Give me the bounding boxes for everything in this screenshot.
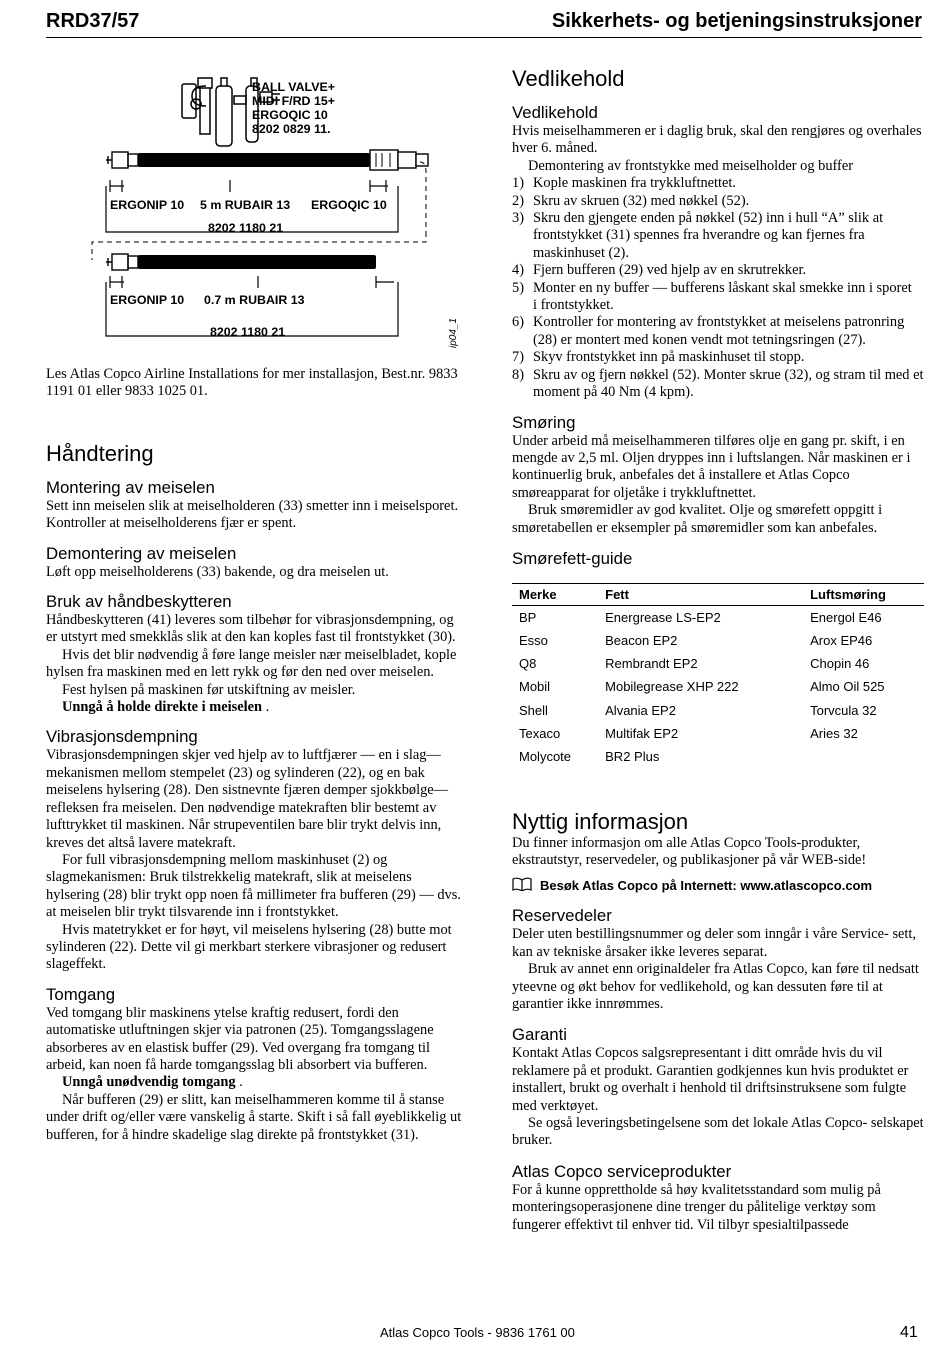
table-cell: Torvcula 32 — [810, 702, 877, 718]
text-smoring-2: Bruk smøremidler av god kvalitet. Olje og smørefett oppgitt i smøretabellen er eksempler på smøremidler som kan anbefales. — [512, 502, 883, 536]
table-cell: Mobil — [519, 679, 551, 695]
table-cell: Arox EP46 — [810, 632, 873, 648]
page-header — [46, 10, 922, 38]
table-row — [512, 699, 924, 722]
col-header: Fett — [598, 583, 803, 605]
table-cell: Almo Oil 525 — [810, 679, 885, 695]
footer-doc-number: Atlas Copco Tools - 9836 1761 00 — [380, 1325, 575, 1340]
text-bruk-2: Hvis det blir nødvendig å føre lange meisler nær meiselbladet, kople hylsen fra maskinen med en lett rykk og før den ned over meiselen. — [46, 646, 457, 681]
heading-vibrasjon: Vibrasjonsdempning — [46, 727, 198, 747]
table-cell: Mobilegrease XHP 222 — [605, 679, 739, 695]
table-cell: Shell — [519, 702, 548, 718]
heading-bruk: Bruk av håndbeskytteren — [46, 592, 232, 612]
table-cell: Multifak EP2 — [605, 726, 679, 742]
table-cell: Alvania EP2 — [605, 702, 676, 718]
airline-diagram — [46, 58, 466, 358]
list-item — [512, 280, 924, 315]
figure-tag: ip04_1 — [448, 317, 459, 348]
table-cell: Molycote — [519, 749, 572, 765]
warning-tomgang — [46, 1074, 466, 1091]
text-tomgang-3: Når bufferen (29) er slitt, kan meiselhammeren komme til å stanse under drift og/eller være vanskelig å starte. Skift i så fall øyeblikkelig ut bufferen, for å hindre skadelige slag direkte på frontstykket (31). — [46, 1091, 462, 1143]
step-text: Skru av og fjern nøkkel (52). Monter skrue (32), og stram til med et moment på 40 Nm (4 kpm). — [533, 366, 924, 401]
text-tomgang-1: Ved tomgang blir maskinens ytelse kraftig redusert, fordi den automatiske utluftningen skjer via patronen (25). Tomgangsslagene absorberes av en elastisk buffer (29). Ved overgang fra tomgang til arbeid, kan noen få harde tomgangsslag bli absorbert via bufferen. — [46, 1004, 434, 1073]
step-text: Kople maskinen fra trykkluftnettet. — [533, 175, 737, 192]
heading-nyttig: Nyttig informasjon — [512, 808, 689, 834]
warning-bruk — [46, 699, 466, 716]
heading-garanti: Garanti — [512, 1025, 568, 1045]
text-vibrasjon-1: Vibrasjonsdempningen skjer ved hjelp av to luftfjærer — en i slag— mekanismen mellom stempelet (23) og sylinderen (22), og en bak meiselens hylsering (28). Den sistnevnte fjæren demper sjokkbølge— refleksen fra meiselen. Den nødvendige matekraften blir bestemt av lufttrykket til maskinen. Når strupeventilen bare blir trykt delvis inn, kreves det altså lavere matekraft. — [46, 747, 449, 851]
upper-partno: 8202 1180 21 — [208, 221, 284, 235]
heading-demontering: Demontering av meiselen — [46, 543, 237, 563]
right-column — [512, 58, 924, 1234]
text-vedlikehold-2: Demontering av frontstykke med meiselholder og buffer — [528, 157, 854, 174]
table-cell: Texaco — [519, 726, 561, 742]
table-row — [512, 722, 924, 745]
text-smoring-1: Under arbeid må meiselhammeren tilføres olje en gang pr. skift, i en mengde av 2,5 ml. Oljen dryppes inn i luftslangen. Når maskinen er i kontinuerlig bruk, anbefales det å installere et Atlas Copco smøreapparat for oljetåke i trykkluftnettet. — [512, 432, 911, 501]
model-label: RRD37/57 — [46, 10, 140, 32]
heading-service: Atlas Copco serviceprodukter — [512, 1161, 732, 1181]
step-number: 5) — [512, 279, 524, 296]
step-text: Fjern bufferen (29) ved hjelp av en skrutrekker. — [533, 262, 807, 279]
book-icon — [512, 877, 532, 894]
step-number: 4) — [512, 262, 524, 279]
table-cell: Rembrandt EP2 — [605, 656, 698, 672]
header-title: Sikkerhets- og betjeningsinstruksjoner — [551, 10, 922, 32]
text-garanti-2: Se også leveringsbetingelsene som det lokale Atlas Copco- selskapet bruker. — [512, 1114, 924, 1149]
warning-bruk-text: Unngå å holde direkte i meiselen — [62, 699, 263, 716]
text-montering: Sett inn meiselen slik at meiselholderen (33) smetter inn i meiselsporet. Kontroller at meiselholderens fjær er spent. — [46, 497, 459, 532]
list-item — [512, 349, 924, 366]
table-cell: Chopin 46 — [810, 656, 870, 672]
step-text: Kontroller for montering av frontstykket at meiselens patronring (28) er montert med konen vendt mot tetningsringen (27). — [533, 314, 905, 348]
heading-smoring: Smøring — [512, 412, 576, 432]
lower-left-label: ERGONIP 10 — [110, 293, 185, 307]
table-row — [512, 605, 924, 628]
table-cell: Energol E46 — [810, 609, 882, 625]
ball-valve-label: BALL VALVE+ MIDI F/RD 15+ ERGOQIC 10 8202 0829 11. — [252, 80, 335, 136]
upper-left-label: ERGONIP 10 — [110, 198, 185, 212]
lower-partno: 8202 1180 21 — [210, 325, 286, 339]
col-header: Luftsmøring — [803, 583, 924, 605]
heading-handtering: Håndtering — [46, 440, 154, 466]
text-garanti-1: Kontakt Atlas Copcos salgsrepresentant i ditt område hvis du vil reklamere på et produkt. Garantien godkjennes kun hvis produktet er installert, brukt og overhalt i henhold til driftsinstruksene som fulgte med verktøyet. — [512, 1045, 909, 1114]
list-item — [512, 193, 924, 210]
warning-tomgang-text: Unngå unødvendig tomgang — [62, 1074, 236, 1091]
table-cell: BP — [519, 609, 537, 625]
list-item — [512, 314, 924, 349]
table-cell: Esso — [519, 632, 548, 648]
table-cell — [803, 745, 924, 768]
table-cell: Q8 — [519, 656, 537, 672]
heading-montering: Montering av meiselen — [46, 477, 215, 497]
upper-right-label: ERGOQIC 10 — [311, 198, 387, 212]
step-text: Skyv frontstykket inn på maskinhuset til stopp. — [533, 349, 805, 366]
step-number: 8) — [512, 366, 524, 383]
web-link[interactable] — [512, 877, 924, 894]
warning-bruk-end: . — [265, 699, 270, 716]
left-column — [46, 58, 466, 1144]
heading-guide: Smørefett-guide — [512, 548, 633, 568]
table-cell: Aries 32 — [810, 726, 858, 742]
step-number: 1) — [512, 175, 524, 192]
heading-tomgang: Tomgang — [46, 984, 116, 1004]
text-vedlikehold-1: Hvis meiselhammeren er i daglig bruk, skal den rengjøres og overhales hver 6. måned. — [512, 123, 922, 157]
step-text: Skru av skruen (32) med nøkkel (52). — [533, 192, 750, 209]
step-number: 3) — [512, 210, 524, 227]
lower-middle-label: 0.7 m RUBAIR 13 — [204, 293, 305, 307]
step-text: Skru den gjengete enden på nøkkel (52) inn i hull “A” slik at frontstykket (31) spennes fra hverandre og kan fjernes fra maskinhuset (2). — [533, 210, 884, 261]
heading-vedlikehold-main: Vedlikehold — [512, 66, 625, 91]
step-number: 6) — [512, 314, 524, 331]
text-vibrasjon-2: For full vibrasjonsdempning mellom maskinhuset (2) og slagmekanismen: Bruk tilstrekkelig matekraft, slik at meiselens hylsering (28) blir trykt opp noen få millimeter fra bufferen (29) — dvs. at meiselen blir trykt tilsvarende inn i frontstykket. — [46, 851, 461, 921]
step-number: 2) — [512, 192, 524, 209]
table-cell: Beacon EP2 — [605, 632, 678, 648]
lubricant-table — [512, 583, 924, 769]
step-number: 7) — [512, 349, 524, 366]
text-demontering: Løft opp meiselholderens (33) bakende, og dra meiselen ut. — [46, 563, 389, 580]
maintenance-steps — [512, 175, 924, 401]
table-cell: BR2 Plus — [605, 749, 660, 765]
text-bruk-3: Fest hylsen på maskinen før utskiftning av meisler. — [62, 681, 356, 698]
list-item — [512, 262, 924, 279]
table-row — [512, 652, 924, 675]
text-reserve-1: Deler uten bestillingsnummer og deler som inngår i våre Service- sett, kan av tekniske årsaker ikke leveres separat. — [512, 926, 917, 960]
col-header: Merke — [512, 583, 598, 605]
table-cell: Energrease LS-EP2 — [605, 609, 721, 625]
text-service-1: For å kunne opprettholde så høy kvalitetsstandard som mulig på monteringsoperasjonene dine trenger du pålitelige verktøy som fungerer effektivt til enhver tid. Vil tilbyr spesialtilpassede — [512, 1181, 881, 1233]
heading-vedlikehold: Vedlikehold — [512, 103, 598, 122]
warning-tomgang-end: . — [239, 1074, 243, 1091]
list-item — [512, 175, 924, 192]
text-bruk-1: Håndbeskytteren (41) leveres som tilbehør for vibrasjonsdempning, og er utstyrt med smekklås slik at den kan koples fast til frontstykket (30). — [46, 612, 456, 646]
text-vibrasjon-3: Hvis matetrykket er for høyt, vil meiselens hylsering (28) butte mot sylinderen (22). Dette vil gi merkbart sterkere vibrasjoner og redusert slageffekt. — [46, 921, 452, 973]
table-row — [512, 745, 924, 768]
step-text: Monter en ny buffer — bufferens låskant skal smekke inn i sporet i frontstykket. — [533, 279, 912, 314]
intro-text: Les Atlas Copco Airline Installations for mer installasjon, Best.nr. 9833 1191 01 eller 9833 1025 01. — [46, 366, 458, 400]
heading-reservedeler: Reservedeler — [512, 906, 612, 926]
page-number: 41 — [900, 1324, 918, 1341]
text-reserve-2: Bruk av annet enn originaldeler fra Atlas Copco, kan føre til nedsatt yteevne og økt behov for vedlikehold, og kan dessuten føre til at garantier ikke innrømmes. — [512, 961, 919, 1012]
text-nyttig: Du finner informasjon om alle Atlas Copco Tools-produkter, ekstrautstyr, reservedeler, og publikasjoner på vår WEB-side! — [512, 834, 867, 868]
upper-middle-label: 5 m RUBAIR 13 — [200, 198, 291, 212]
list-item — [512, 210, 924, 262]
table-header-row — [512, 583, 924, 605]
table-row — [512, 629, 924, 652]
web-link-text[interactable]: Besøk Atlas Copco på Internett: www.atlascopco.com — [540, 878, 873, 894]
list-item — [512, 367, 924, 402]
table-row — [512, 675, 924, 698]
